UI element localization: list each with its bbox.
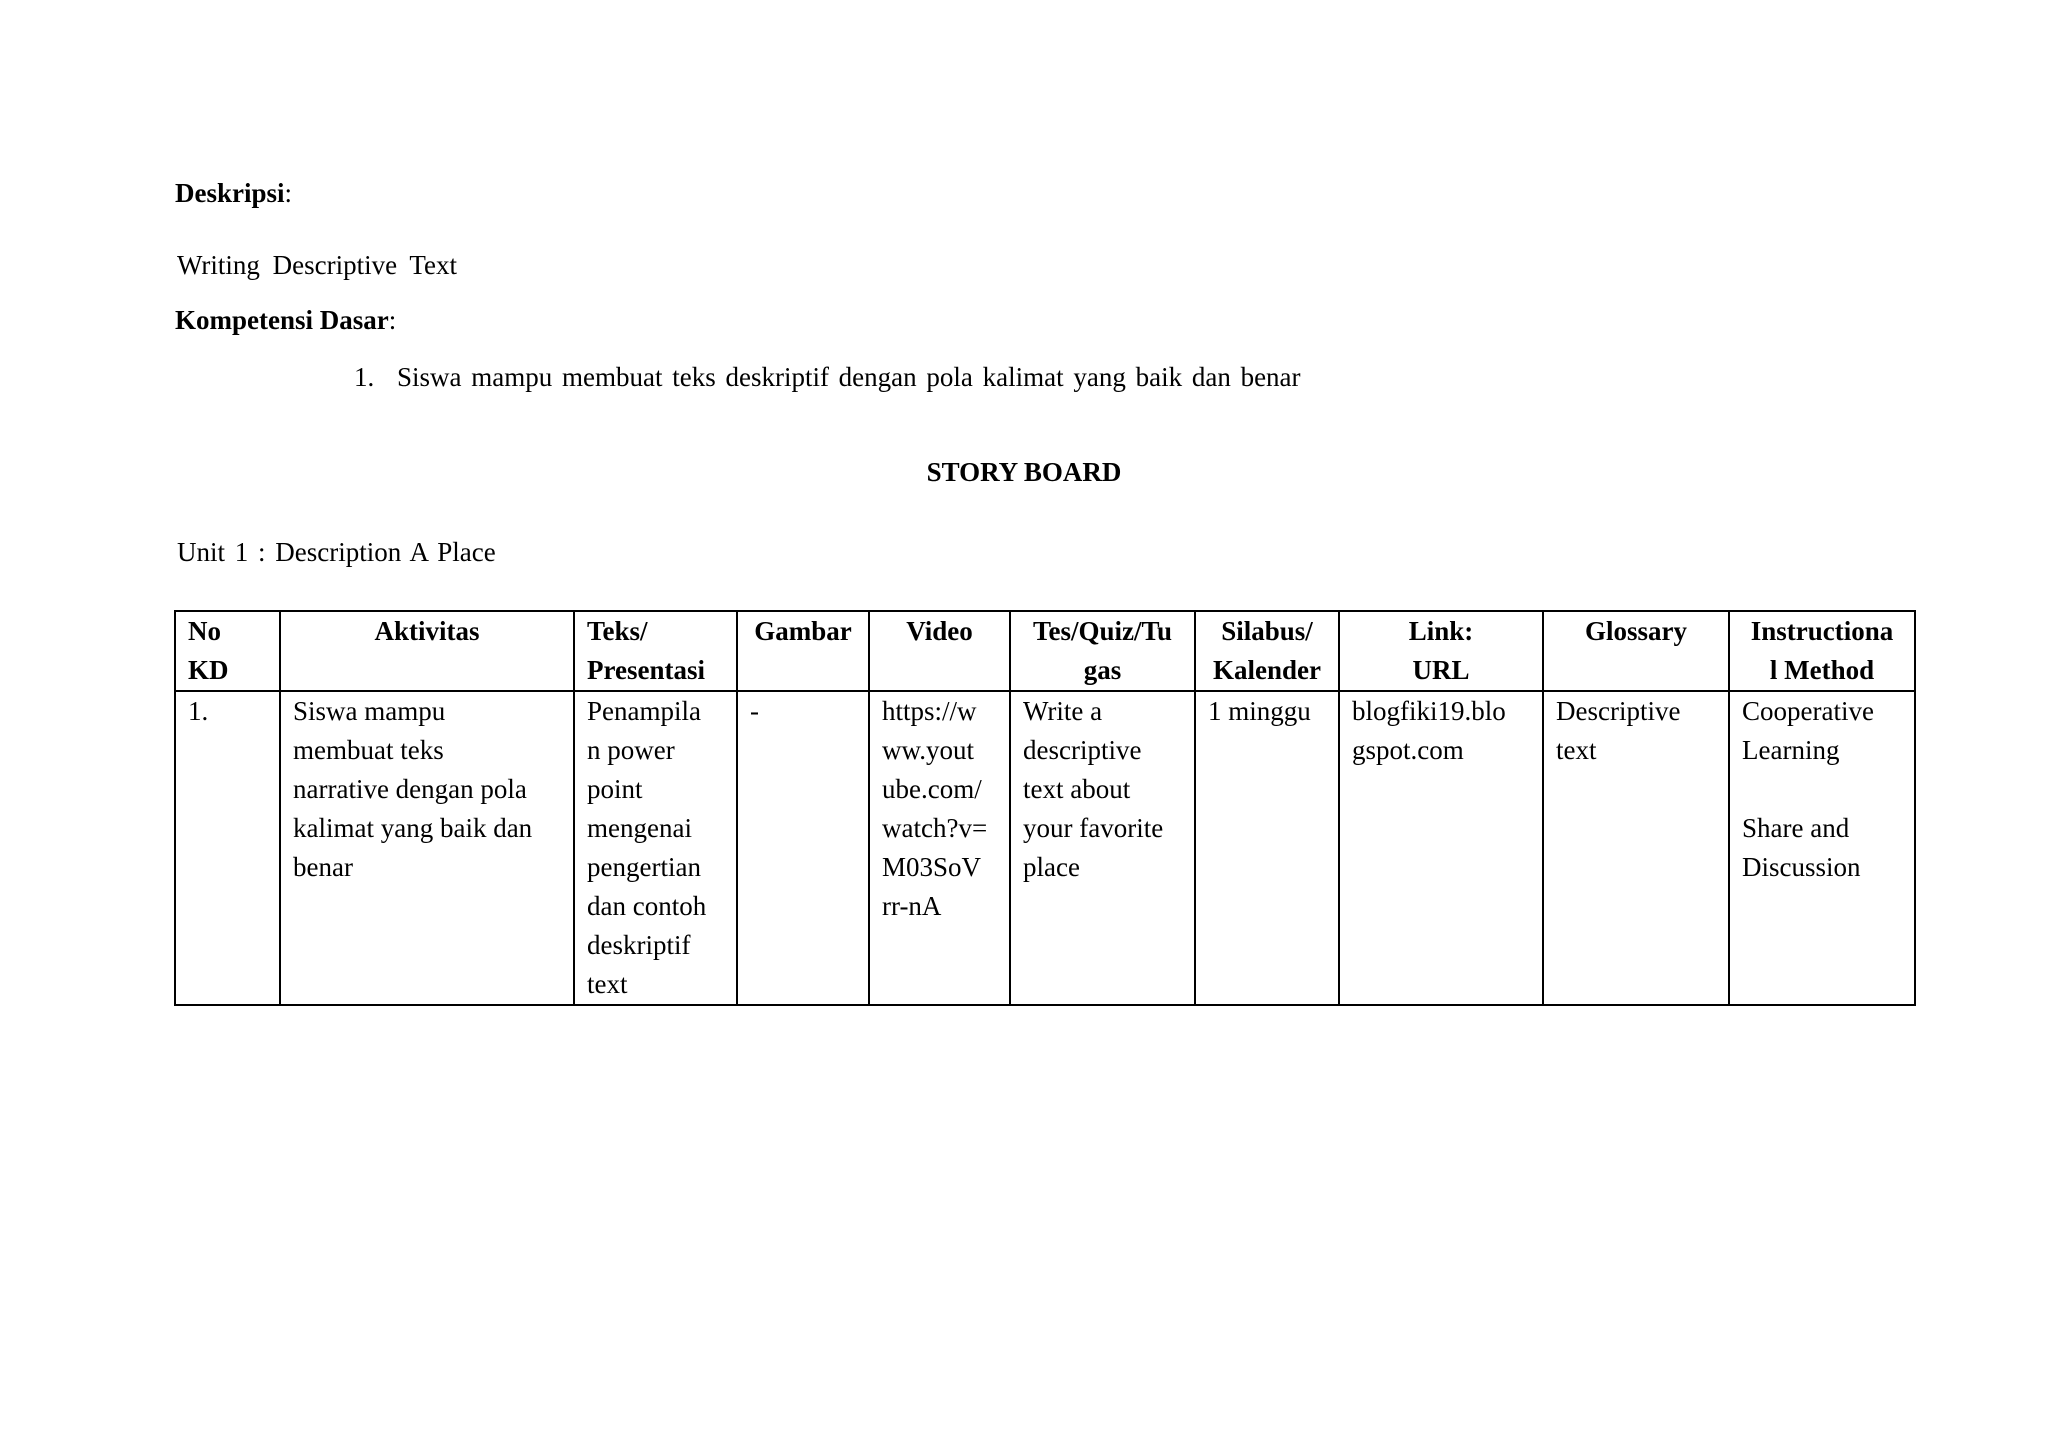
description-text: Writing Descriptive Text	[177, 250, 457, 280]
cell-teks-presentasi: Penampila n power point mengenai pengertian dan contoh deskriptif text	[574, 691, 737, 1005]
header-aktivitas: Aktivitas	[280, 611, 574, 691]
cell-glossary: Descriptive text	[1543, 691, 1729, 1005]
header-video: Video	[869, 611, 1010, 691]
cell-tes-quiz-tugas: Write a descriptive text about your favorite place	[1010, 691, 1195, 1005]
cell-no-kd: 1.	[175, 691, 280, 1005]
storyboard-title: STORY BOARD	[926, 457, 1122, 487]
header-link-url: Link: URL	[1339, 611, 1543, 691]
cell-gambar: -	[737, 691, 869, 1005]
cell-instructional-method: Cooperative Learning Share and Discussion	[1729, 691, 1915, 1005]
header-no-kd: No KD	[175, 611, 280, 691]
competency-item-number: 1.	[354, 362, 375, 392]
header-glossary: Glossary	[1543, 611, 1729, 691]
table-header-row	[175, 611, 1915, 691]
header-gambar: Gambar	[737, 611, 869, 691]
competency-label: Kompetensi Dasar	[175, 305, 389, 335]
competency-list-item	[354, 360, 1301, 394]
header-teks-presentasi: Teks/ Presentasi	[574, 611, 737, 691]
header-tes-quiz-tugas: Tes/Quiz/Tu gas	[1010, 611, 1195, 691]
cell-link-url: blogfiki19.blo gspot.com	[1339, 691, 1543, 1005]
header-instructional-method: Instructiona l Method	[1729, 611, 1915, 691]
cell-video: https://w ww.yout ube.com/ watch?v= M03SoV rr-nA	[869, 691, 1010, 1005]
header-silabus-kalender: Silabus/ Kalender	[1195, 611, 1339, 691]
unit-heading: Unit 1 : Description A Place	[177, 537, 496, 567]
competency-colon: :	[388, 305, 397, 335]
storyboard-table	[174, 610, 1916, 1006]
table-row	[175, 691, 1915, 1005]
description-heading	[175, 176, 292, 210]
cell-aktivitas: Siswa mampu membuat teks narrative dengan pola kalimat yang baik dan benar	[280, 691, 574, 1005]
competency-heading	[175, 303, 396, 337]
cell-silabus-kalender: 1 minggu	[1195, 691, 1339, 1005]
competency-item-text: Siswa mampu membuat teks deskriptif dengan pola kalimat yang baik dan benar	[397, 362, 1301, 392]
description-label: Deskripsi	[175, 178, 285, 208]
description-colon: :	[284, 178, 293, 208]
